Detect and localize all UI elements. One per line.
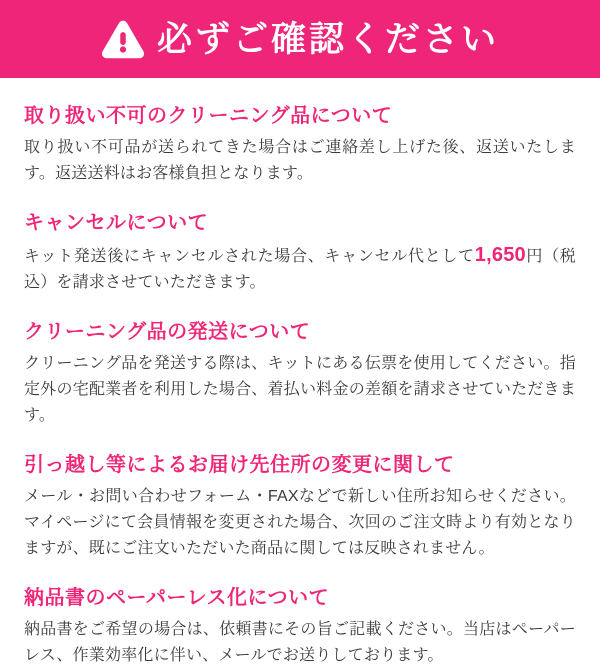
section-cancellation <box>24 211 576 296</box>
section-paperless-invoice <box>24 586 576 669</box>
section-heading-cancellation: キャンセルについて <box>24 212 209 234</box>
section-body-cancellation <box>24 242 576 296</box>
section-body-address-change: メール・お問い合わせフォーム・FAXなどで新しい住所お知らせください。マイページにて会員情報を変更された場合、次回のご注文時より有効となりますが、既にご注文いただいた商品に関しては反映されません。 <box>24 488 576 557</box>
section-heading-paperless: 納品書のペーパーレス化について <box>24 587 330 609</box>
confirmation-banner <box>0 0 600 78</box>
section-address-change <box>24 453 576 562</box>
section-body-shipping: クリーニング品を発送する際は、キットにある伝票を使用してください。指定外の宅配業者を利用した場合、着払い料金の差額を請求させていただきます。 <box>24 355 576 424</box>
section-heading-unacceptable-items: 取り扱い不可のクリーニング品について <box>24 105 393 127</box>
section-body-paperless: 納品書をご希望の場合は、依頼書にその旨ご記載ください。当店はペーパーレス、作業効率化に伴い、メールでお送りしております。 <box>24 621 576 664</box>
section-heading-address-change: 引っ越し等によるお届け先住所の変更に関して <box>24 454 455 476</box>
banner-title: 必ずご確認ください <box>156 19 499 59</box>
section-heading-shipping: クリーニング品の発送について <box>24 321 311 343</box>
cancellation-fee-amount: 1,650 <box>474 244 526 266</box>
warning-triangle-icon <box>101 18 145 60</box>
cancellation-text-before: キット発送後にキャンセルされた場合、キャンセル代として <box>24 248 475 265</box>
cancellation-text-after: 円（税込）を請求させていただきます。 <box>24 248 576 291</box>
notice-content <box>0 104 600 669</box>
section-body-unacceptable-items: 取り扱い不可品が送られてきた場合はご連絡差し上げた後、返送いたします。返送送料はお客様負担となります。 <box>24 139 576 182</box>
section-unacceptable-cleaning-items <box>24 104 576 187</box>
section-shipping-cleaning-items <box>24 320 576 429</box>
